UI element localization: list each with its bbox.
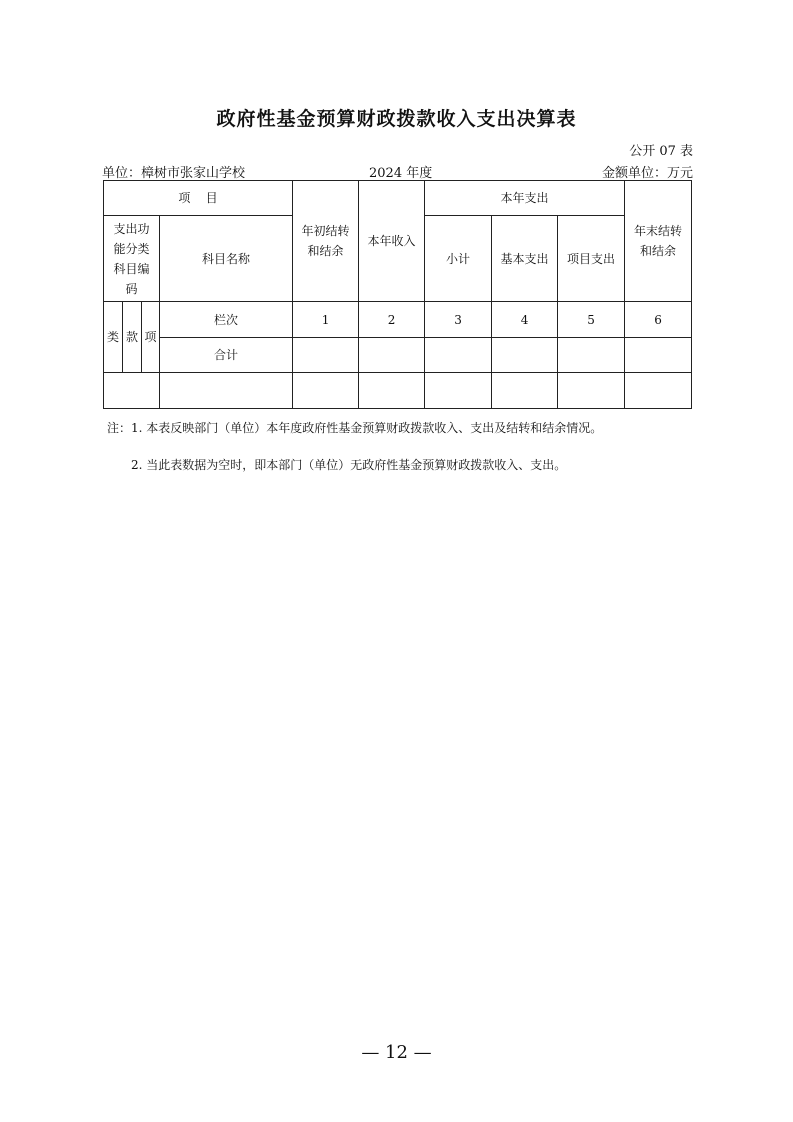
form-number: 公开 07 表 (629, 144, 693, 159)
fiscal-year: 2024 年度 (369, 166, 433, 181)
column-row-label: 栏次 (160, 302, 293, 338)
end-balance-header: 年末结转和结余 (625, 181, 692, 302)
empty-cell (625, 373, 692, 409)
column-number: 3 (425, 302, 492, 338)
empty-cell (293, 373, 359, 409)
subtotal-header: 小计 (425, 216, 492, 302)
total-cell (293, 338, 359, 373)
column-number: 2 (359, 302, 425, 338)
total-label: 合计 (160, 338, 293, 373)
xiang-header: 项 (142, 302, 160, 373)
money-unit: 金额单位：万元 (601, 166, 693, 181)
item-header: 项 目 (104, 181, 293, 216)
subject-name-header: 科目名称 (160, 216, 293, 302)
expense-group-header: 本年支出 (425, 181, 625, 216)
total-cell (558, 338, 625, 373)
budget-table (103, 180, 692, 409)
begin-balance-header: 年初结转和结余 (293, 181, 359, 302)
empty-code-cell (104, 373, 160, 409)
total-cell (425, 338, 492, 373)
column-number: 5 (558, 302, 625, 338)
empty-cell (425, 373, 492, 409)
empty-cell (558, 373, 625, 409)
kuan-header: 款 (123, 302, 142, 373)
empty-cell (359, 373, 425, 409)
income-header: 本年收入 (359, 181, 425, 302)
note-2: 2. 当此表数据为空时，即本部门（单位）无政府性基金预算财政拨款收入、支出。 (131, 458, 567, 472)
empty-cell (160, 373, 293, 409)
total-cell (359, 338, 425, 373)
page-title: 政府性基金预算财政拨款收入支出决算表 (216, 108, 577, 130)
page-number: — 12 — (361, 1042, 432, 1063)
column-number: 6 (625, 302, 692, 338)
total-cell (492, 338, 558, 373)
function-code-header: 支出功能分类科目编码 (104, 216, 160, 302)
total-cell (625, 338, 692, 373)
basic-expense-header: 基本支出 (492, 216, 558, 302)
project-expense-header: 项目支出 (558, 216, 625, 302)
unit-label: 单位：樟树市张家山学校 (102, 166, 246, 181)
column-number: 4 (492, 302, 558, 338)
column-number: 1 (293, 302, 359, 338)
empty-cell (492, 373, 558, 409)
note-1: 注：1. 本表反映部门（单位）本年度政府性基金预算财政拨款收入、支出及结转和结余情况。 (107, 421, 603, 435)
lei-header: 类 (104, 302, 123, 373)
